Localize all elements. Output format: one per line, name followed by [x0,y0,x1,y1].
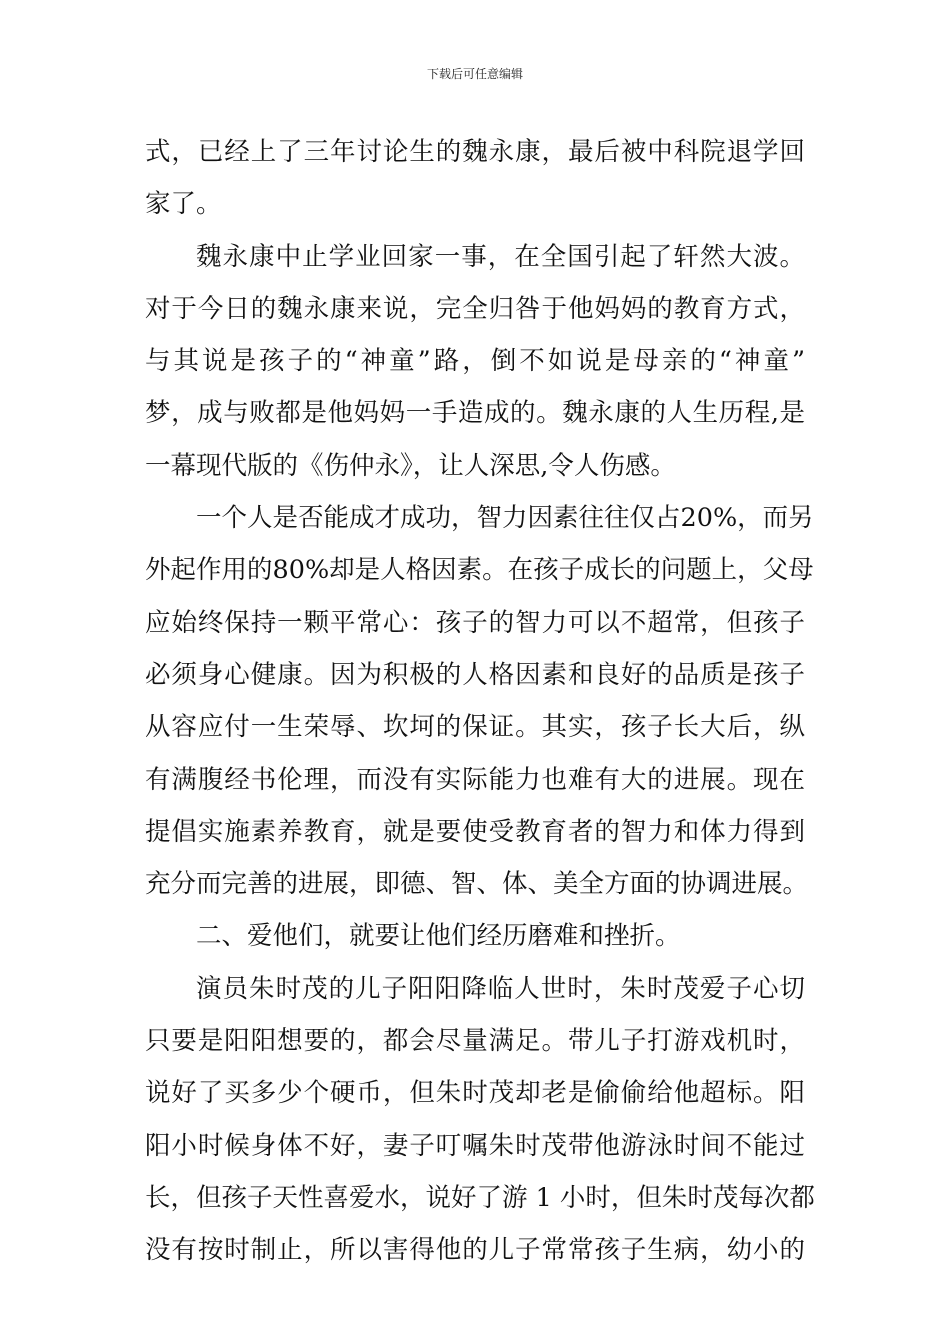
text-line: 演员朱时茂的儿子阳阳降临人世时，朱时茂爱子心切 [196,973,805,1004]
text-line: 有满腹经书伦理，而没有实际能力也难有大的进展。现在 [145,764,805,795]
text-line: 从容应付一生荣辱、坎坷的保证。其实，孩子长大后，纵 [145,712,805,743]
text-line: 一个人是否能成才成功，智力因素往往仅占20%，而另 [196,503,814,534]
text-line: 一幕现代版的《伤仲永》，让人深思,令人伤感。 [145,450,676,481]
text-line: 魏永康中止学业回家一事，在全国引起了轩然大波。 [196,241,805,272]
text-line: 式，已经上了三年讨论生的魏永康，最后被中科院退学回 [145,137,805,167]
text-line: 家了。 [145,189,222,220]
text-line: 必须身心健康。因为积极的人格因素和良好的品质是孩子 [145,659,805,690]
text-line: 应始终保持一颗平常心：孩子的智力可以不超常，但孩子 [145,607,805,638]
text-line: 二、爱他们，就要让他们经历磨难和挫折。 [196,921,681,952]
page-header: 下载后可任意编辑 [426,67,523,81]
text-line: 只要是阳阳想要的，都会尽量满足。带儿子打游戏机时， [145,1026,805,1057]
text-line: 充分而完善的进展，即德、智、体、美全方面的协调进展。 [145,869,809,900]
document-body [145,126,815,1277]
text-line: 长，但孩子天性喜爱水，说好了游 1 小时，但朱时茂每次都 [145,1182,815,1213]
text-line: 阳小时候身体不好，妻子叮嘱朱时茂带他游泳时间不能过 [145,1130,805,1161]
text-line: 与其说是孩子的“神童”路，倒不如说是母亲的“神童” [145,346,805,377]
text-line: 对于今日的魏永康来说，完全归咎于他妈妈的教育方式， [145,293,805,324]
text-line: 说好了买多少个硬币，但朱时茂却老是偷偷给他超标。阳 [145,1078,805,1109]
text-line: 外起作用的80%却是人格因素。在孩子成长的问题上，父母 [145,555,814,586]
text-line: 梦，成与败都是他妈妈一手造成的。魏永康的人生历程,是 [145,398,805,429]
text-line: 提倡实施素养教育，就是要使受教育者的智力和体力得到 [145,816,805,847]
text-line: 没有按时制止，所以害得他的儿子常常孩子生病，幼小的 [145,1235,805,1266]
